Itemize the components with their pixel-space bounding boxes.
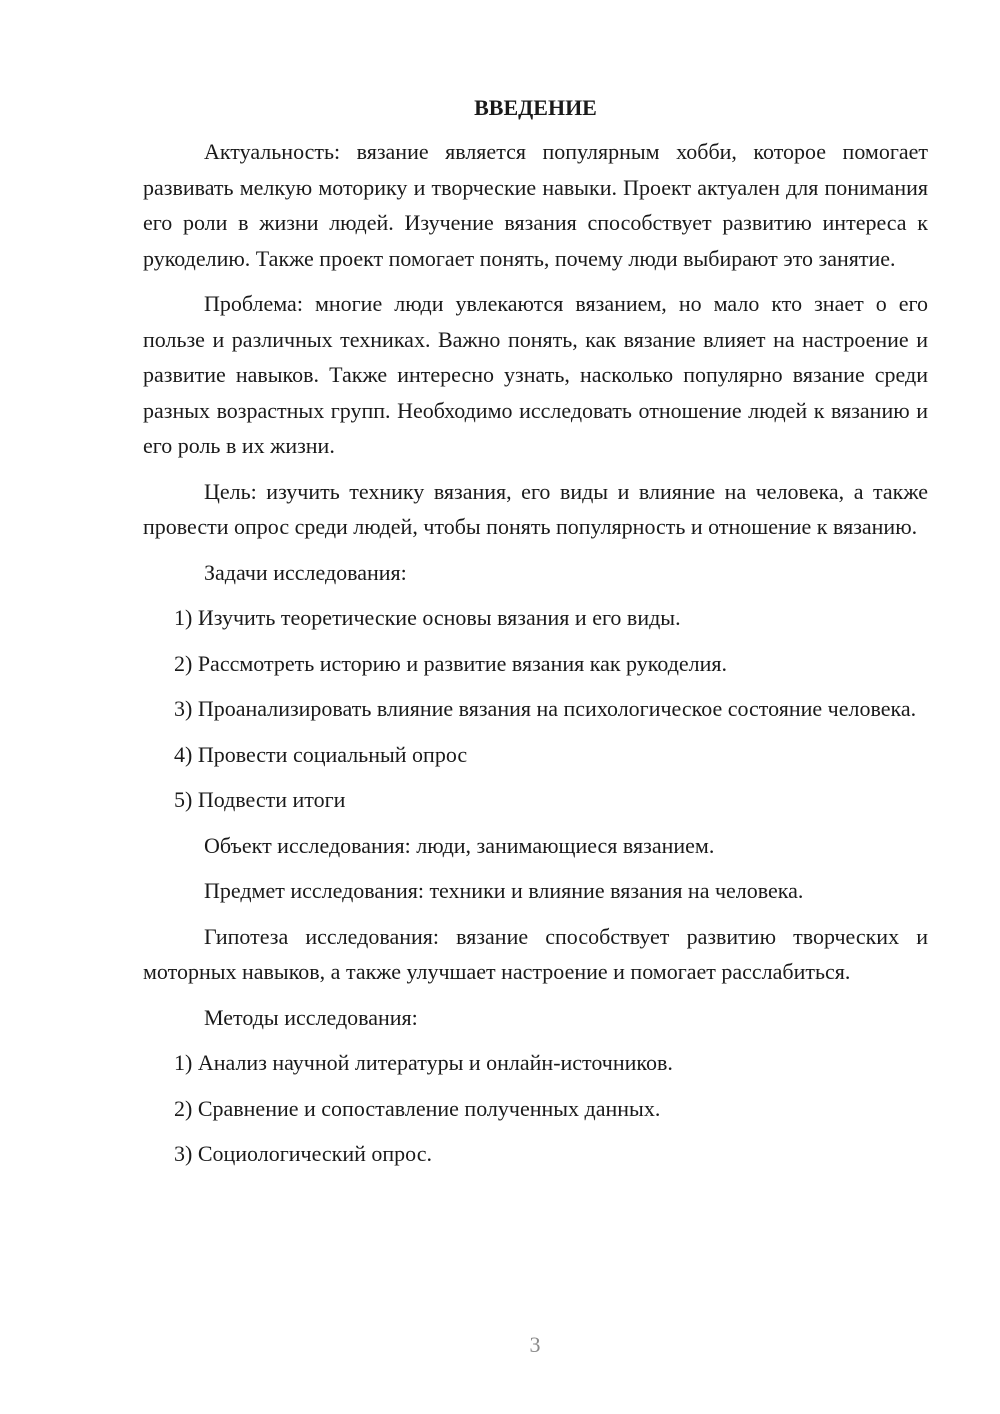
method-item-3: 3) Социологический опрос. [174,1141,432,1166]
task-item-4: 4) Провести социальный опрос [174,741,468,767]
hypothesis-paragraph: Гипотеза исследования: вязание способствует развитию творческих и моторных навыков, а также улучшает настроение и помогает расслабиться. [143,923,928,984]
method-item-1: 1) Анализ научной литературы и онлайн-источников. [174,1050,673,1075]
tasks-heading: Задачи исследования: [204,559,407,585]
page-title: ВВЕДЕНИЕ [474,95,597,120]
task-item-3: 3) Проанализировать влияние вязания на психологическое состояние человека. [174,696,917,721]
problem-paragraph: Проблема: многие люди увлекаются вязанием, но мало кто знает о его пользе и различных техниках. Важно понять, как вязание влияет на настроение и развитие навыков. Также интересно узнать, насколько популярно вязание среди разных возрастных групп. Необходимо исследовать отношение людей к вязанию и его роль в их жизни. [143,291,928,458]
object-paragraph: Объект исследования: люди, занимающиеся вязанием. [204,832,715,858]
methods-heading: Методы исследования: [204,1004,418,1030]
document-page [143,90,928,1172]
task-item-2: 2) Рассмотреть историю и развитие вязания как рукоделия. [174,650,728,676]
task-item-5: 5) Подвести итоги [174,787,346,812]
relevance-paragraph: Актуальность: вязание является популярным хобби, которое помогает развивать мелкую моторику и творческие навыки. Проект актуален для понимания его роли в жизни людей. Изучение вязания способствует развитию интереса к рукоделию. Также проект помогает понять, почему люди выбирают это занятие. [143,139,928,271]
method-item-2: 2) Сравнение и сопоставление полученных данных. [174,1095,661,1121]
page-number: 3 [529,1332,541,1357]
goal-paragraph: Цель: изучить технику вязания, его виды и влияние на человека, а также провести опрос среди людей, чтобы понять популярность и отношение к вязанию. [143,478,928,539]
subject-paragraph: Предмет исследования: техники и влияние вязания на человека. [204,878,804,903]
task-item-1: 1) Изучить теоретические основы вязания и его виды. [174,605,681,630]
